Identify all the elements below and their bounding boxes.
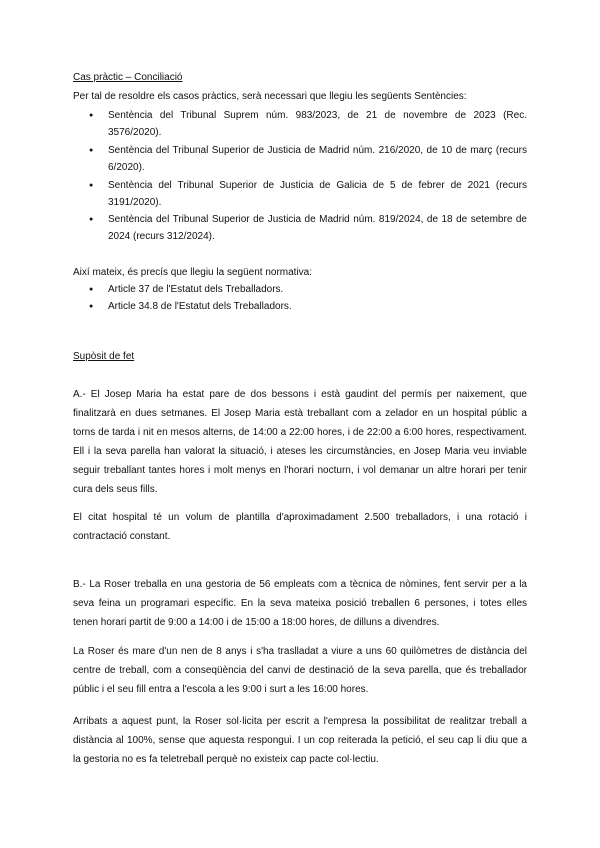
paragraph-line: seguir treballant tantes hores i molt menys en l'horari nocturn, i vol demanar un altre horari per tenir (73, 465, 527, 476)
intro-text: Per tal de resoldre els casos pràctics, serà necessari que llegiu les següents Sentències: (73, 91, 467, 102)
list-item-line: Sentència del Tribunal Superior de Justicia de Madrid núm. 216/2020, de 10 de març (recurs (108, 145, 527, 156)
list-item-line: Sentència del Tribunal Superior de Justicia de Galicia de 5 de febrer de 2021 (recurs (108, 180, 527, 191)
paragraph-line: centre de treball, com a conseqüència del canvi de destinació de la seva parella, que és treballador (73, 665, 527, 676)
paragraph-line: El citat hospital té un volum de plantilla d'aproximadament 2.500 treballadors, i una rotació i (73, 512, 527, 523)
section-heading-cas-practic: Cas pràctic – Conciliació (73, 72, 183, 83)
paragraph-line: cura dels seus fills. (73, 484, 158, 495)
list-item-line: 3576/2020). (108, 127, 162, 138)
list-item-line: 3191/2020). (108, 197, 162, 208)
paragraph-line: finalitzarà en dues setmanes. El Josep Maria està treballant com a zelador en un hospital públic a (73, 408, 527, 419)
list-item: Article 34.8 de l'Estatut dels Treballadors. (108, 301, 292, 312)
paragraph-line: tenen horari partit de 9:00 a 14:00 i de 15:00 a 18:00 hores, de dilluns a divendres. (73, 617, 440, 628)
paragraph-line: Arribats a aquest punt, la Roser sol·licita per escrit a l'empresa la possibilitat de realitzar treball a (73, 716, 527, 727)
paragraph-line: distància al 100%, sense que aquesta respongui. I un cop reiterada la petició, el seu cap li diu que a (73, 735, 527, 746)
paragraph-line: la gestoria no es fa teletreball perquè no existeix cap pacte col·lectiu. (73, 754, 379, 765)
list-item-line: Sentència del Tribunal Suprem núm. 983/2023, de 21 de novembre de 2023 (Rec. (108, 110, 527, 121)
paragraph-line: Ell i la seva parella han valorat la situació, i ateses les circumstàncies, en Josep Maria veu inviable (73, 446, 527, 457)
paragraph-line: contractació constant. (73, 531, 171, 542)
paragraph-line: La Roser és mare d'un nen de 8 anys i s'ha traslladat a viure a uns 60 quilòmetres de distància del (73, 646, 527, 657)
section-heading-suposit: Supòsit de fet (73, 351, 135, 362)
paragraph-line: públic i el seu fill entra a l'escola a les 9:00 i surt a les 16:00 hores. (73, 684, 369, 695)
paragraph-line: A.- El Josep Maria ha estat pare de dos bessons i està gaudint del permís per naixement, que (73, 389, 527, 400)
norm-intro-text: Així mateix, és precís que llegiu la següent normativa: (73, 267, 313, 278)
list-item-line: 6/2020). (108, 162, 145, 173)
paragraph-line: seva feina un programari específic. En la seva mateixa posició treballen 6 persones, i totes elles (73, 598, 527, 609)
list-item-line: 2024 (recurs 312/2024). (108, 231, 215, 242)
list-item-line: Sentència del Tribunal Superior de Justicia de Madrid núm. 819/2024, de 18 de setembre de (108, 214, 527, 225)
paragraph-line: torns de tarda i nit en mesos alterns, de 14:00 a 22:00 hores, i de 22:00 a 6:00 hores, respectivament. (73, 427, 527, 438)
paragraph-line: B.- La Roser treballa en una gestoria de 56 empleats com a tècnica de nòmines, fent servir per a la (73, 579, 527, 590)
list-item: Article 37 de l'Estatut dels Treballadors. (108, 284, 284, 295)
